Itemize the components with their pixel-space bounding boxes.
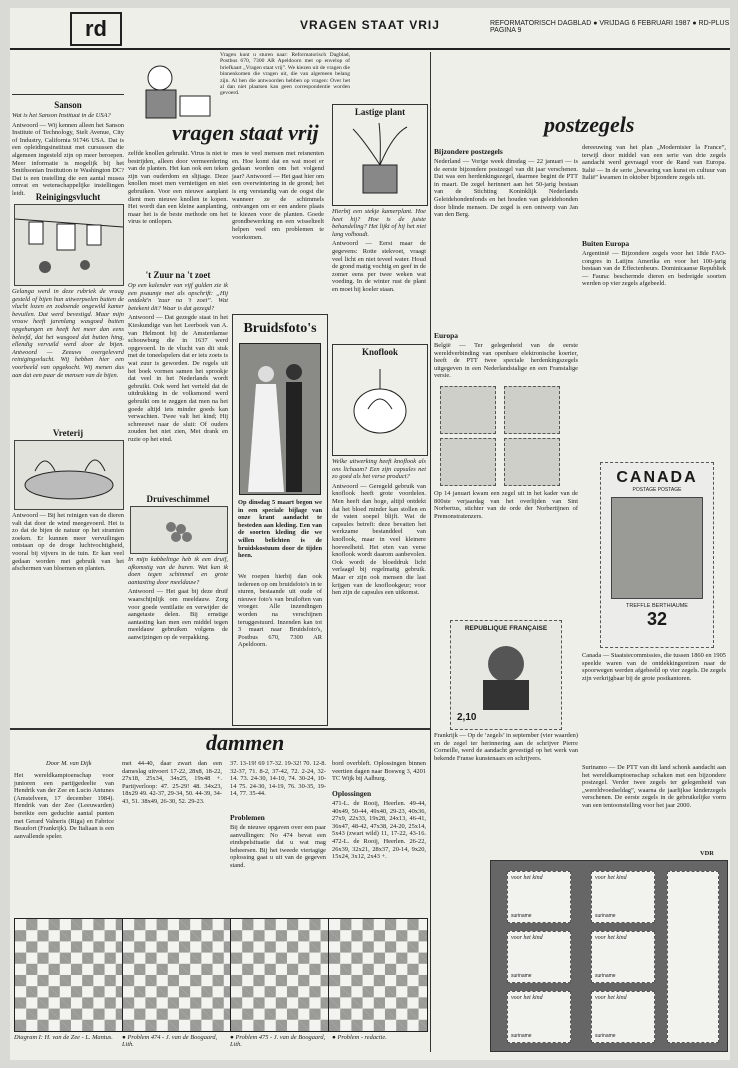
text-europa: België — Ter gelegenheid van de eerste wereldverbinding van openbare elektronische koerier, heeft de PTT twee speciale herdenkingszegels uitgegeven in een Nederlandstalige en een Franstalige versie.	[434, 342, 578, 380]
title-druiveschimmel	[128, 492, 228, 504]
sub-bijzondere	[434, 144, 578, 156]
mid-text-2: mes te veel mensen met reisnenten en. Hoe komt dat en wat moet er gedaan worden om het volgend jaar? Antwoord — Het gaat hier om een overwintering in de grond; het is erg verstandig van de oogst die wanneer ze de schimmels ontvangen om er een andere plaats te kiezen voor de planten. Goede grondbewerking en een wisselteelt helpen veel om problemen te voorkomen.	[232, 150, 324, 241]
stamp-suriname-5	[507, 991, 571, 1043]
article-title: Bruidsfoto's	[243, 321, 317, 336]
stamp-belgium-1	[440, 386, 496, 434]
article-title: Knoflook	[361, 347, 398, 357]
stamp-label: voor het kind	[595, 875, 627, 881]
article-title: Sanson	[54, 100, 82, 110]
stamp-country: suriname	[595, 973, 616, 979]
laundry-illustration	[14, 204, 124, 286]
stamp-country: suriname	[511, 1033, 532, 1039]
draughts-board-3	[230, 918, 344, 1032]
stamp-belgium-2	[504, 386, 560, 434]
header-info: REFORMATORISCH DAGBLAD ● VRIJDAG 6 FEBRUARI 1987 ● RD-PLUS PAGINA 9	[490, 20, 730, 34]
caption-diagram-1: Diagram I: H. van de Zee - L. Mantus.	[14, 1034, 113, 1041]
stamp-label: voor het kind	[595, 935, 627, 941]
dammen-col-1: Het wereldkampioenschap voor junioren een partijgedeelte van Hendrik van der Zee en Lucio Antunes (Amstelveen, 17 december 1984). Hendrik van der Zee (Leeuwarden) bereikte een geduchte aantal punten met Gerard Valneris (Riga) en Fabrice Beaufort (Frankrijk). De Italiaan is een aanvallende speler.	[14, 772, 114, 840]
rd-logo: rd	[70, 12, 122, 46]
sub-buiten-europa	[582, 236, 726, 248]
stamp-canada-label: CANADA	[616, 469, 698, 486]
signature: VDR	[700, 850, 714, 857]
text-frankrijk: Frankrijk — Op de ‘zegels’ in september (vier waarden) en de zegel ter herinnering aan de schrijver Pierre Corneille, werd de aandacht gevestigd op het werk van bekende Franse kunstenaars en schrijvers.	[434, 732, 578, 762]
stamp-belgium-3	[440, 438, 496, 486]
dammen-oplossingen: 471-L. de Rooij, Heerlen. 49-44, 40x49, 50-44, 49x40, 29-23, 40x36, 27x9, 22x33, 19x28, 24x13, 46-41, 36x47, 48-42, 47x38, 24-20, 25x14, 5x43 (zwart wild) 11, 17-22, 43-16. 472-L. de Rooij, Heerlen. 26-22, 26x39, 32x21, 28x37, 20-14, 9x20, 15x24, 3x12, 2x43 +.	[332, 800, 426, 861]
stamp-fr-label: REPUBLIQUE FRANÇAISE	[464, 625, 548, 632]
text-suriname: Surinamo — De PTT van dit land schonk aandacht aan het wereldkampioenschap schaken met een bijzondere postzegel. Verder twee zegels ter gelegenheid van „wereldvoedseldag”, waarna de jaarlijkse kinderzegels verschenen. De eerste zegels in de gebruikelijke vorm van een tentoonstelling voor het jaar 2000.	[582, 764, 726, 809]
draughts-board-2	[122, 918, 236, 1032]
divider	[430, 52, 431, 1052]
divider	[12, 94, 124, 97]
dammen-col-3: 37. 13-19! 69 17-32. 19-32! 70. 12-8. 32-37, 71. 8-2, 37-42, 72. 2-24, 32-14. 73. 24-30, 14-10, 74. 30-24, 10-14 75. 24-30, 14-19, 76. 30-35, 19-14, 77. 35-44.	[230, 760, 326, 798]
article-reinigingsvlucht	[12, 288, 124, 423]
text-norbertus: Op 14 januari kwam een zegel uit in het kader van de 800ste verjaardag van het overlijden van Sint Norbertus, stichter van de orde der Norbertijnen of Premonstratenzers.	[434, 490, 578, 520]
stamp-country: suriname	[511, 973, 532, 979]
text-bijzondere: Nederland — Vorige week dinsdag — 22 januari — is de eerste bijzondere postzegel van dit jaar verschenen. Dat was een herdenkingszegel, daarmee begint de PTT in maart. De zegel herinnert aan het 50-jarig bestaan van de Stichting Koninklijk Nederlands Geleidehondenfonds en het houden van geleidehonden door blinde mensen. De zegel is een ontwerp van Jan van den Berg.	[434, 158, 578, 219]
title-vragen-staat-vrij: vragen staat vrij	[172, 120, 319, 145]
caption-problem-redactie: ● Problem - redactie.	[332, 1034, 387, 1041]
answer-text: Antwoord — Geregeld gebruik van knoflook heeft grote voordelen. Men heeft dan hoge, altijd ontdekt dat het bloed minder kan stollen en de vaten soepel blijft. Wat de capsules betreft: deze bevatten het werkzame bestanddeel van knoflook, maar in veel kleinere hoeveelheid. Het eten van verse knoflook wordt daarom aanbevolen. Ook wordt de bloeddruk licht verlaagd bij regelmatig gebruik. Maar er zijn ook mensen die last krijgen van de knoflookgeur; voor hen zijn de capsules een uitkomst.	[332, 482, 426, 597]
stamp-label: voor het kind	[595, 995, 627, 1001]
stamp-label: voor het kind	[511, 875, 543, 881]
question-text: Op een kalender van vijf gulden zie ik een psaumje met als opschrift: „Hij ontdekt'n 'zuur na 't zoet”. Wat betekent dit? Waar is dat gezegd?	[128, 282, 228, 312]
stamp-france	[450, 620, 562, 730]
stamp-belgium-4	[504, 438, 560, 486]
stamp-country: suriname	[595, 1033, 616, 1039]
bruidsfotos-box	[232, 314, 328, 726]
title-problemen	[230, 810, 326, 822]
answer-text: Antwoord — Eerst maar de gegevens: Rotte stekvoet, vraagt veel licht en niet teveel water. Houd de grond matig vochtig en geef in de zomer eens per twee weken wat voeding. In de winter rust de plant en moet hij koeler staan.	[332, 240, 426, 293]
stamp-fr-value: 2,10	[457, 712, 477, 723]
knoflook-box	[332, 344, 428, 456]
stamp-suriname-2	[591, 871, 655, 923]
stamp-canada-sub: POSTAGE POSTAGE	[632, 487, 682, 493]
pond-illustration	[14, 440, 124, 510]
garlic-illustration	[333, 359, 427, 449]
article-zuur-zoet	[128, 282, 228, 488]
stamp-country: suriname	[511, 913, 532, 919]
dammen-col-2: met 44-40, daar zwart dan een dameslag uitvoert 17-22, 28x8, 18-22, 27x18, 25x34, 34x25, 19x48 +. Partijverloop: 47. 25-29! 48. 34x23, 18x29 49. 42-37, 29-34, 50. 44-39, 34-43, 51. 38x49, 26-30, 52. 29-23.	[122, 760, 222, 805]
question-text: Wat is het Sanson Instituut in de USA?	[12, 112, 111, 119]
intro-text: Vragen kunt u sturen naar: Reformatorisch Dagblad, Postbus 670, 7300 AR Apeldoorn met op envelop of briefkaart „Vragen staat vrij”. We kiezen uit de vragen die binnenkomen die vragen uit, die van algemeen belang zijn. Al hen die antwoorden hebben op vragen: Over het al dan niet plaatsen kan geen correspondentie worden gevoerd.	[220, 52, 350, 97]
question-text: In mijn kabbelinge heb ik een druif, afkomstig van de buren. Wat kan ik doen tegen schimmel en grote aantasting door meeldauw?	[128, 556, 228, 586]
page-header	[10, 8, 730, 50]
sub-title: Problemen	[230, 813, 265, 822]
stamp-suriname-4	[591, 931, 655, 983]
text-buiten-europa: Argentinië — Bijzondere zegels voor het 18de FAO-congres in Latijns Amerika en voor het 100-jarig bestaan van de Effectenbeurs. Dominicaanse Republiek — Fauna: beschermde dieren en bedreigde soorten werden op vier zegels afgebeeld.	[582, 250, 726, 288]
answer-text: Antwoord — Wij kennen alleen het Sanson Institute of Technology, Stelt Avenue, City of Industry, California 91746 USA. Dat is een opleidingsinstituut met cursussen die algemeen ingesteld zijn op meer beroepen. Meer informatie is mogelijk bij het Smithsonian Institution te Washington DC? Dat is een instelling die een aantal musea omvat en wetenschappelijke instellingen leidt.	[12, 121, 124, 197]
stamp-suriname-3	[507, 931, 571, 983]
title-oplossingen	[332, 786, 426, 798]
stamp-suriname-1	[507, 871, 571, 923]
text-right-top: dereeuwing van het plan „Modernisier la France”, terwijl door middel van een serie van drie zegels aandacht werd gevraagd voor de Rand van Europa. Italië — In de serie „bewaring van kunst en cultuur van Italië” kwamen in oktober bijzondere zegels uit.	[582, 144, 726, 182]
wedding-photo	[239, 343, 321, 495]
title-postzegels: postzegels	[544, 112, 635, 137]
article-druiveschimmel	[128, 556, 228, 722]
draughts-board-4	[328, 918, 428, 1032]
sub-title: Buiten Europa	[582, 239, 630, 248]
stamp-label: voor het kind	[511, 995, 543, 1001]
newspaper-page	[10, 8, 730, 1060]
sub-title: Oplossingen	[332, 789, 372, 798]
bruid-caption: Op dinsdag 5 maart begon we in een speciale bijlage van onze krant aandacht te besteden aan kleding. Een van de soorten kleding die we willen belichten is de bruidskostuum door de tijden heen.	[238, 499, 322, 560]
question-text: Hierbij een stekje kamerplant. Hoe heet hij? Hoe is de juiste behandeling? Het lijkt of hij het niet lang volhoudt.	[332, 208, 426, 238]
plant-box	[332, 104, 428, 206]
text-canada: Canada — Staatsiecommissies, die tussen 1860 en 1905 speelde waren van de ontdekkingsreizen naar de spoorwegen werden afgebeeld op vier zegels. De zegels zijn verkrijgbaar bij de grote postkantoren.	[582, 652, 726, 682]
article-title: Lastige plant	[354, 107, 406, 117]
stamp-country: suriname	[595, 913, 616, 919]
title-vreterij	[12, 426, 124, 436]
article-title: Druiveschimmel	[146, 494, 210, 504]
bruid-text: We roepen hierbij dan ook iedereen op om bruidsfoto's in te sturen, bestaande uit oude of nieuwe foto's van bruiloften van vroeger. Alle inzendingen worden na verschijnen teruggestuurd. Inzenden kan tot 3 maart naar Bruidsfoto's, Postbus 670, 7300 AR Apeldoorn.	[238, 573, 322, 649]
article-title: 't Zuur na 't zoet	[145, 270, 211, 280]
stamp-suriname-7	[667, 871, 719, 1043]
article-title: Reinigingsvlucht	[35, 192, 101, 202]
grape-illustration	[130, 506, 228, 554]
answer-text: Antwoord — Het gaat bij deze druif waarschijnlijk om meeldauw. Zorg voor goede ventilatie en verwijder de aangetaste delen. Bij ernstige aantasting kan men een middel tegen meeldauw gebruiken volgens de aanwijzingen op de verpakking.	[128, 588, 228, 641]
stamp-canada	[600, 462, 714, 648]
suriname-stamps-block	[490, 860, 728, 1052]
sub-europa	[434, 328, 578, 340]
article-text: Gelanga werd in deze rubriek de vraag gesteld of bijen hun uitwerpselen buiten de vlucht lozen en zodoende ongewild kamer bevuilen. Dat werd bevestigd. Maar mijn vrouw heeft jarenlang wasgoed buiten opgehangen en heeft het meer dan eens beleefd, dat het wasgoed dat buiten hing, ellendig vervuild werd door de bijen. Antwoord — Zeeuws overgeleverd reinigingsvlucht. Wij hebben hier een voorbeeld van opgekocht. Wij menen dus aan dat een paar de mensen van de bijen.	[12, 288, 124, 379]
plant-illustration	[333, 119, 427, 197]
article-vreterij	[12, 512, 124, 722]
article-title: Vreterij	[52, 428, 84, 438]
title-zuur-zoet	[128, 268, 228, 280]
question-text: Welke uitwerking heeft knoflook als ons lichaam? Een zijn capsules net zo goed als het verse product?	[332, 458, 426, 481]
stamp-canada-name: TREFFLE BERTHIAUME	[626, 603, 688, 609]
title-dammen: dammen	[206, 730, 285, 755]
caption-problem-474: ● Problem 474 - J. van de Boogaard, Lith.	[122, 1034, 218, 1048]
writer-illustration	[130, 56, 216, 122]
dammen-problemen: Bij de nieuwe opgaven over een paar aanvullingen: No 474 bevat een eindspelsituatie dat u wat mag beheersen. Bij het tweede viertagige oplossing gaat u uit van de gegeven stand.	[230, 824, 326, 869]
dammen-author: Door M. van Dijk	[46, 760, 92, 767]
article-text: Antwoord — Bij het reinigen van de dieren valt dat door de wind meegevoerd. Het is zo dat de bijen de natuur op het stramien zoeken. Er kunnen meer vervuilingen ontstaan op de droge luchtvochtigheid, vooral bij vijvers in de tuin. Er kan veel gedaan worden met gebruik van het afschermen van bloemen en planten.	[12, 512, 124, 573]
dammen-col-4: bord overbleft. Oplossingen binnen veertien dagen naar Bosweg 3, 4201 TC Wijk bij Aalburg.	[332, 760, 426, 783]
stamp-suriname-6	[591, 991, 655, 1043]
article-plant	[332, 208, 426, 338]
mid-text-1: zelfde knollen gebruikt. Virus is niet te bestrijden, alleen door vermeerdering van de planten. Het kan ook een teken zijn van ouderdom en slijtage. Deze knollen moet men vernietigen en niet gebruiken. Voor een nieuwe aanplant dient men nieuwe knollen te kopen. Het wordt dan een kleine aanplanting, maar het is de beste methode om het virus te ontlopen.	[128, 150, 228, 226]
sub-title: Europa	[434, 331, 459, 340]
stamp-canada-image	[611, 497, 703, 599]
answer-text: Antwoord — Dat gezegde staat in het Kieskundige van het Leerboek van A. van Helmont bij de Amsterdamse schouwburg die in 1637 werd opgevoerd. In de vlucht van dit stuk met de toneelspelers dat er iets zoets is wat zuur is geworden. De regels uit het boek vormen samen het sprookje dat veel in het Nederlands wordt gebruikt. Ook werd het verteld dat de uitdrukking in de volksmond werd gebruikt om te zeggen dat men na het goede altijd iets minder goeds kan verwachten. Twee valt het kind; Hij schreeuwt naar de sluit: Of ouders zouden het niet zien, Met drank en ruzie op het eind.	[128, 314, 228, 443]
article-knoflook	[332, 458, 426, 722]
stamp-canada-value: 32	[646, 609, 668, 629]
stamp-label: voor het kind	[511, 935, 543, 941]
section-title: VRAGEN STAAT VRIJ	[300, 18, 440, 32]
title-reinigingsvlucht	[12, 190, 124, 200]
sub-title: Bijzondere postzegels	[434, 147, 503, 156]
caption-problem-475: ● Problem 475 - J. van de Boogaard, Lith.	[230, 1034, 326, 1048]
draughts-board-1	[14, 918, 128, 1032]
